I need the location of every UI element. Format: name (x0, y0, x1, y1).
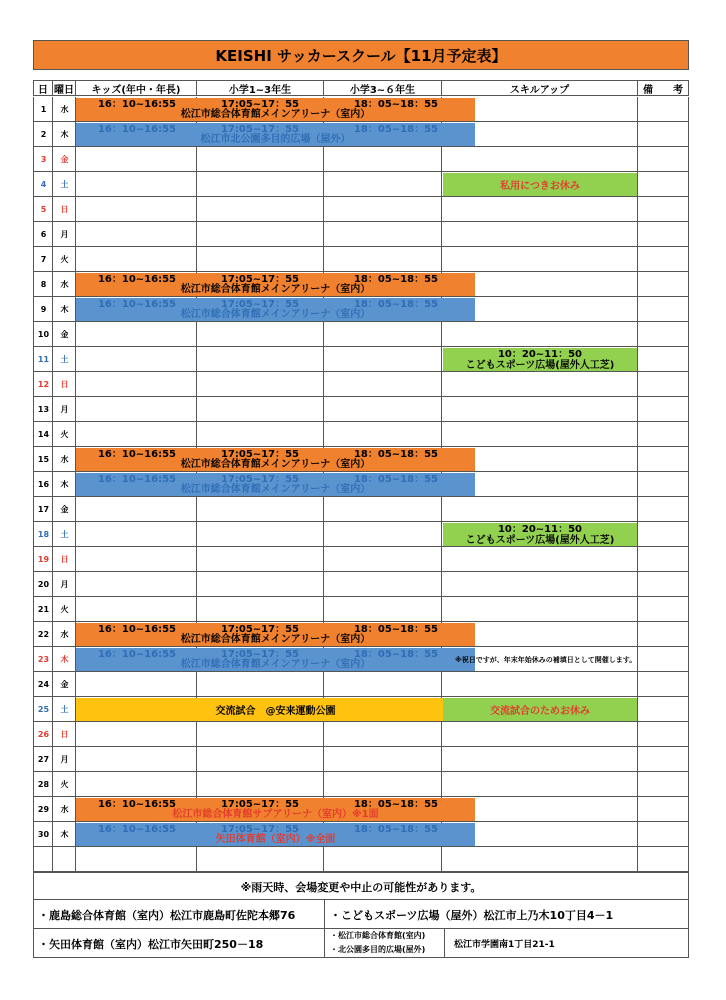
remarks-cell (637, 847, 689, 872)
header-remarks: 備 考 (637, 80, 689, 96)
header-weekday: 曜日 (52, 80, 76, 96)
time-kids: 16：10~16:55 (97, 124, 177, 135)
day-cell: 11 (33, 347, 53, 372)
day-cell: 28 (33, 772, 53, 797)
grade36-cell (323, 722, 442, 747)
grade12-cell (196, 597, 324, 622)
weekday-cell: 金 (52, 322, 76, 347)
day-cell: 19 (33, 547, 53, 572)
weekday-cell: 水 (52, 272, 76, 297)
kids-cell (75, 672, 197, 697)
skillup-cell (441, 847, 638, 872)
venue-kashima: ・鹿島総合体育館（室内）松江市鹿島町佐陀本郷76 (38, 909, 296, 922)
remarks-cell (637, 572, 689, 597)
time-grade36: 18：05~18：55 (353, 799, 439, 810)
time-grade36: 18：05~18：55 (353, 649, 439, 660)
kids-cell (75, 722, 197, 747)
kids-cell (75, 372, 197, 397)
time-kids: 16：10~16:55 (97, 824, 177, 835)
day-cell: 23 (33, 647, 53, 672)
table-row (33, 847, 689, 872)
time-grade12: 17:05~17：55 (220, 274, 300, 285)
table-row (33, 622, 689, 647)
grade12-cell (196, 847, 324, 872)
remarks-cell (637, 247, 689, 272)
kids-cell (75, 597, 197, 622)
remarks-cell (637, 697, 689, 722)
time-kids: 16：10~16:55 (97, 99, 177, 110)
weekday-cell: 火 (52, 772, 76, 797)
day-cell: 8 (33, 272, 53, 297)
time-grade36: 18：05~18：55 (353, 124, 439, 135)
time-kids: 16：10~16:55 (97, 799, 177, 810)
grade12-cell (196, 247, 324, 272)
kids-cell (75, 497, 197, 522)
session-band (76, 648, 475, 671)
day-cell: 21 (33, 597, 53, 622)
table-row (33, 147, 689, 172)
weekday-cell: 金 (52, 497, 76, 522)
page-title: KEISHI サッカースクール【11月予定表】 (33, 40, 689, 70)
day-cell: 29 (33, 797, 53, 822)
remarks-cell (637, 547, 689, 572)
day-cell: 26 (33, 722, 53, 747)
day-cell: 17 (33, 497, 53, 522)
session-band (76, 823, 475, 846)
weekday-cell: 水 (52, 447, 76, 472)
grade36-cell (323, 347, 442, 372)
day-cell: 24 (33, 672, 53, 697)
time-kids: 16：10~16:55 (97, 449, 177, 460)
session-band (76, 98, 475, 121)
grade12-cell (196, 422, 324, 447)
grade12-cell (196, 372, 324, 397)
time-grade12: 17:05~17：55 (220, 124, 300, 135)
holiday-note: ※祝日ですが、年末年始休みの補填日として開催します。 (455, 655, 637, 664)
day-cell: 18 (33, 522, 53, 547)
remarks-cell (637, 297, 689, 322)
grade12-cell (196, 322, 324, 347)
grade12-cell (196, 347, 324, 372)
time-kids: 16：10~16:55 (97, 474, 177, 485)
grade36-cell (323, 172, 442, 197)
skillup-cell (441, 197, 638, 222)
weekday-cell: 月 (52, 397, 76, 422)
time-grade12: 17:05~17：55 (220, 449, 300, 460)
day-cell (33, 847, 53, 872)
table-row (33, 347, 689, 372)
weekday-cell: 日 (52, 722, 76, 747)
grade12-cell (196, 497, 324, 522)
day-cell: 6 (33, 222, 53, 247)
kids-cell (75, 422, 197, 447)
table-row (33, 197, 689, 222)
skillup-cell (441, 722, 638, 747)
grade12-cell (196, 172, 324, 197)
skillup-band (443, 523, 637, 546)
weekday-cell: 月 (52, 747, 76, 772)
time-grade36: 18：05~18：55 (353, 274, 439, 285)
time-kids: 16：10~16:55 (97, 649, 177, 660)
remarks-cell (637, 747, 689, 772)
day-cell: 16 (33, 472, 53, 497)
time-grade36: 18：05~18：55 (353, 299, 439, 310)
remarks-cell (637, 422, 689, 447)
grade12-cell (196, 772, 324, 797)
session-band (76, 123, 475, 146)
remarks-cell (637, 822, 689, 847)
skillup-cell (441, 597, 638, 622)
venue-yada: ・矢田体育館（室内）松江市矢田町250－18 (38, 938, 264, 951)
remarks-cell (637, 122, 689, 147)
header-skillup: スキルアップ (441, 80, 638, 96)
weekday-cell: 水 (52, 797, 76, 822)
day-cell: 2 (33, 122, 53, 147)
remarks-cell (637, 472, 689, 497)
rain-note: ※雨天時、会場変更や中止の可能性があります。 (240, 881, 482, 894)
weekday-cell: 木 (52, 822, 76, 847)
grade12-cell (196, 397, 324, 422)
time-grade36: 18：05~18：55 (353, 624, 439, 635)
remarks-cell (637, 772, 689, 797)
header-kids: キッズ(年中・年長) (75, 80, 197, 96)
session-venue: 松江市総合体育館メインアリーナ（室内） (180, 484, 371, 495)
kids-cell (75, 847, 197, 872)
kids-cell (75, 397, 197, 422)
skillup-cell (441, 772, 638, 797)
weekday-cell: 月 (52, 572, 76, 597)
session-band (76, 448, 475, 471)
weekday-cell: 金 (52, 147, 76, 172)
skillup-cell (441, 572, 638, 597)
grade36-cell (323, 397, 442, 422)
kids-cell (75, 547, 197, 572)
skillup-cell (441, 497, 638, 522)
time-grade36: 18：05~18：55 (353, 474, 439, 485)
table-row (33, 522, 689, 547)
table-row (33, 747, 689, 772)
time-grade12: 17:05~17：55 (220, 799, 300, 810)
table-row (33, 172, 689, 197)
remarks-cell (637, 497, 689, 522)
skillup-place: こどもスポーツ広場(屋外人工芝) (465, 360, 615, 371)
skillup-time: 10：20~11：50 (497, 349, 583, 360)
session-venue: 矢田体育館（室内）※全面 (215, 834, 336, 845)
remarks-cell (637, 222, 689, 247)
session-band (76, 298, 475, 321)
time-kids: 16：10~16:55 (97, 274, 177, 285)
table-row (33, 372, 689, 397)
skillup-cell (441, 322, 638, 347)
table-row (33, 447, 689, 472)
day-cell: 10 (33, 322, 53, 347)
table-row (33, 647, 689, 672)
remarks-cell (637, 172, 689, 197)
session-band (76, 473, 475, 496)
remarks-cell (637, 672, 689, 697)
kids-cell (75, 772, 197, 797)
match-text: 交流試合 @安来運動公園 (215, 706, 336, 717)
skillup-time: 10：20~11：50 (497, 524, 583, 535)
weekday-cell: 日 (52, 547, 76, 572)
table-row (33, 272, 689, 297)
weekday-cell: 火 (52, 597, 76, 622)
venue-gakuen: 松江市学園南1丁目21-1 (454, 940, 555, 950)
time-grade36: 18：05~18：55 (353, 449, 439, 460)
remarks-cell (637, 197, 689, 222)
table-row (33, 722, 689, 747)
day-cell: 15 (33, 447, 53, 472)
weekday-cell: 木 (52, 297, 76, 322)
table-row (33, 597, 689, 622)
day-cell: 13 (33, 397, 53, 422)
venue-kodomo: ・こどもスポーツ広場（屋外）松江市上乃木10丁目4－1 (330, 909, 614, 922)
skillup-cell (441, 147, 638, 172)
weekday-cell: 日 (52, 197, 76, 222)
weekday-cell: 水 (52, 622, 76, 647)
table-row (33, 822, 689, 847)
day-cell: 4 (33, 172, 53, 197)
table-row (33, 122, 689, 147)
time-grade12: 17:05~17：55 (220, 299, 300, 310)
time-grade36: 18：05~18：55 (353, 99, 439, 110)
grade36-cell (323, 322, 442, 347)
remarks-cell (637, 272, 689, 297)
grade36-cell (323, 547, 442, 572)
remarks-cell (637, 522, 689, 547)
venue-kitakoen: ・北公園多目的広場(屋外) (330, 945, 426, 954)
skillup-cell (441, 422, 638, 447)
time-grade12: 17:05~17：55 (220, 474, 300, 485)
skillup-band (443, 348, 637, 371)
skillup-cell (441, 397, 638, 422)
remarks-cell (637, 147, 689, 172)
session-band (76, 623, 475, 646)
table-row (33, 697, 689, 722)
table-row (33, 97, 689, 122)
kids-cell (75, 147, 197, 172)
session-venue: 松江市総合体育館サブアリーナ（室内）※1面 (172, 809, 379, 820)
day-cell: 3 (33, 147, 53, 172)
weekday-cell: 土 (52, 697, 76, 722)
table-row (33, 322, 689, 347)
skillup-off-text: 私用につきお休み (500, 181, 580, 192)
grade36-cell (323, 197, 442, 222)
time-grade36: 18：05~18：55 (353, 824, 439, 835)
day-cell: 25 (33, 697, 53, 722)
weekday-cell: 土 (52, 172, 76, 197)
remarks-cell (637, 322, 689, 347)
day-cell: 22 (33, 622, 53, 647)
table-row (33, 422, 689, 447)
time-grade12: 17:05~17：55 (220, 824, 300, 835)
venue-row-1 (33, 899, 689, 929)
match-band (76, 698, 475, 721)
grade36-cell (323, 147, 442, 172)
kids-cell (75, 572, 197, 597)
session-venue: 松江市総合体育館メインアリーナ（室内） (180, 284, 371, 295)
grade12-cell (196, 747, 324, 772)
remarks-cell (637, 372, 689, 397)
grade36-cell (323, 222, 442, 247)
grade36-cell (323, 247, 442, 272)
skillup-cell (441, 247, 638, 272)
weekday-cell: 金 (52, 672, 76, 697)
skillup-match-off-text: 交流試合のためお休み (490, 706, 590, 717)
kids-cell (75, 347, 197, 372)
grade36-cell (323, 597, 442, 622)
table-row (33, 547, 689, 572)
header-grade12: 小学1~3年生 (196, 80, 324, 96)
kids-cell (75, 197, 197, 222)
skillup-cell (441, 547, 638, 572)
weekday-cell: 木 (52, 647, 76, 672)
weekday-cell: 土 (52, 522, 76, 547)
grade12-cell (196, 197, 324, 222)
grade12-cell (196, 522, 324, 547)
day-cell: 7 (33, 247, 53, 272)
weekday-cell: 木 (52, 472, 76, 497)
weekday-cell: 木 (52, 122, 76, 147)
weekday-cell: 水 (52, 97, 76, 122)
skillup-cell (441, 222, 638, 247)
remarks-cell (637, 597, 689, 622)
day-cell: 20 (33, 572, 53, 597)
skillup-cell (441, 372, 638, 397)
session-venue: 松江市北公園多目的広場（屋外） (200, 134, 351, 145)
remarks-cell (637, 397, 689, 422)
skillup-place: こどもスポーツ広場(屋外人工芝) (465, 535, 615, 546)
table-row (33, 572, 689, 597)
weekday-cell: 火 (52, 247, 76, 272)
grade36-cell (323, 847, 442, 872)
time-grade12: 17:05~17：55 (220, 649, 300, 660)
table-row (33, 247, 689, 272)
kids-cell (75, 522, 197, 547)
kids-cell (75, 322, 197, 347)
time-grade12: 17:05~17：55 (220, 624, 300, 635)
weekday-cell: 土 (52, 347, 76, 372)
venue-sougou: ・松江市総合体育館(室内) (330, 931, 426, 940)
day-cell: 9 (33, 297, 53, 322)
remarks-cell (637, 97, 689, 122)
header-day: 日 (33, 80, 53, 96)
weekday-cell: 日 (52, 372, 76, 397)
kids-cell (75, 172, 197, 197)
grade36-cell (323, 572, 442, 597)
table-row (33, 797, 689, 822)
table-row (33, 772, 689, 797)
kids-cell (75, 747, 197, 772)
grade36-cell (323, 772, 442, 797)
grade36-cell (323, 422, 442, 447)
session-venue: 松江市総合体育館メインアリーナ（室内） (180, 659, 371, 670)
day-cell: 14 (33, 422, 53, 447)
time-kids: 16：10~16:55 (97, 624, 177, 635)
skillup-off-band (443, 173, 637, 196)
grade36-cell (323, 522, 442, 547)
table-row (33, 672, 689, 697)
session-band (76, 798, 475, 821)
remarks-cell (637, 722, 689, 747)
remarks-cell (637, 622, 689, 647)
day-cell: 1 (33, 97, 53, 122)
header-grade36: 小学3~６年生 (323, 80, 442, 96)
weekday-cell (52, 847, 76, 872)
grade36-cell (323, 672, 442, 697)
weekday-cell: 火 (52, 422, 76, 447)
grade12-cell (196, 222, 324, 247)
time-kids: 16：10~16:55 (97, 299, 177, 310)
grade12-cell (196, 672, 324, 697)
day-cell: 12 (33, 372, 53, 397)
grade12-cell (196, 722, 324, 747)
session-venue: 松江市総合体育館メインアリーナ（室内） (180, 109, 371, 120)
kids-cell (75, 247, 197, 272)
session-venue: 松江市総合体育館メインアリーナ（室内） (180, 459, 371, 470)
table-row (33, 222, 689, 247)
session-venue: 松江市総合体育館メインアリーナ（室内） (180, 634, 371, 645)
remarks-cell (637, 447, 689, 472)
kids-cell (75, 222, 197, 247)
session-band (76, 273, 475, 296)
time-grade12: 17:05~17：55 (220, 99, 300, 110)
skillup-cell (441, 747, 638, 772)
weekday-cell: 月 (52, 222, 76, 247)
remarks-cell (637, 797, 689, 822)
day-cell: 30 (33, 822, 53, 847)
venue-row-2 (33, 928, 689, 958)
day-cell: 5 (33, 197, 53, 222)
grade36-cell (323, 497, 442, 522)
grade36-cell (323, 372, 442, 397)
table-row (33, 397, 689, 422)
grade12-cell (196, 147, 324, 172)
grade36-cell (323, 747, 442, 772)
day-cell: 27 (33, 747, 53, 772)
table-row (33, 497, 689, 522)
remarks-cell (637, 347, 689, 372)
grade12-cell (196, 572, 324, 597)
session-venue: 松江市総合体育館メインアリーナ（室内） (180, 309, 371, 320)
skillup-cell (441, 672, 638, 697)
table-row (33, 472, 689, 497)
rain-note-box (33, 872, 689, 900)
grade12-cell (196, 547, 324, 572)
table-row (33, 297, 689, 322)
skillup-match-off-band (443, 698, 637, 721)
